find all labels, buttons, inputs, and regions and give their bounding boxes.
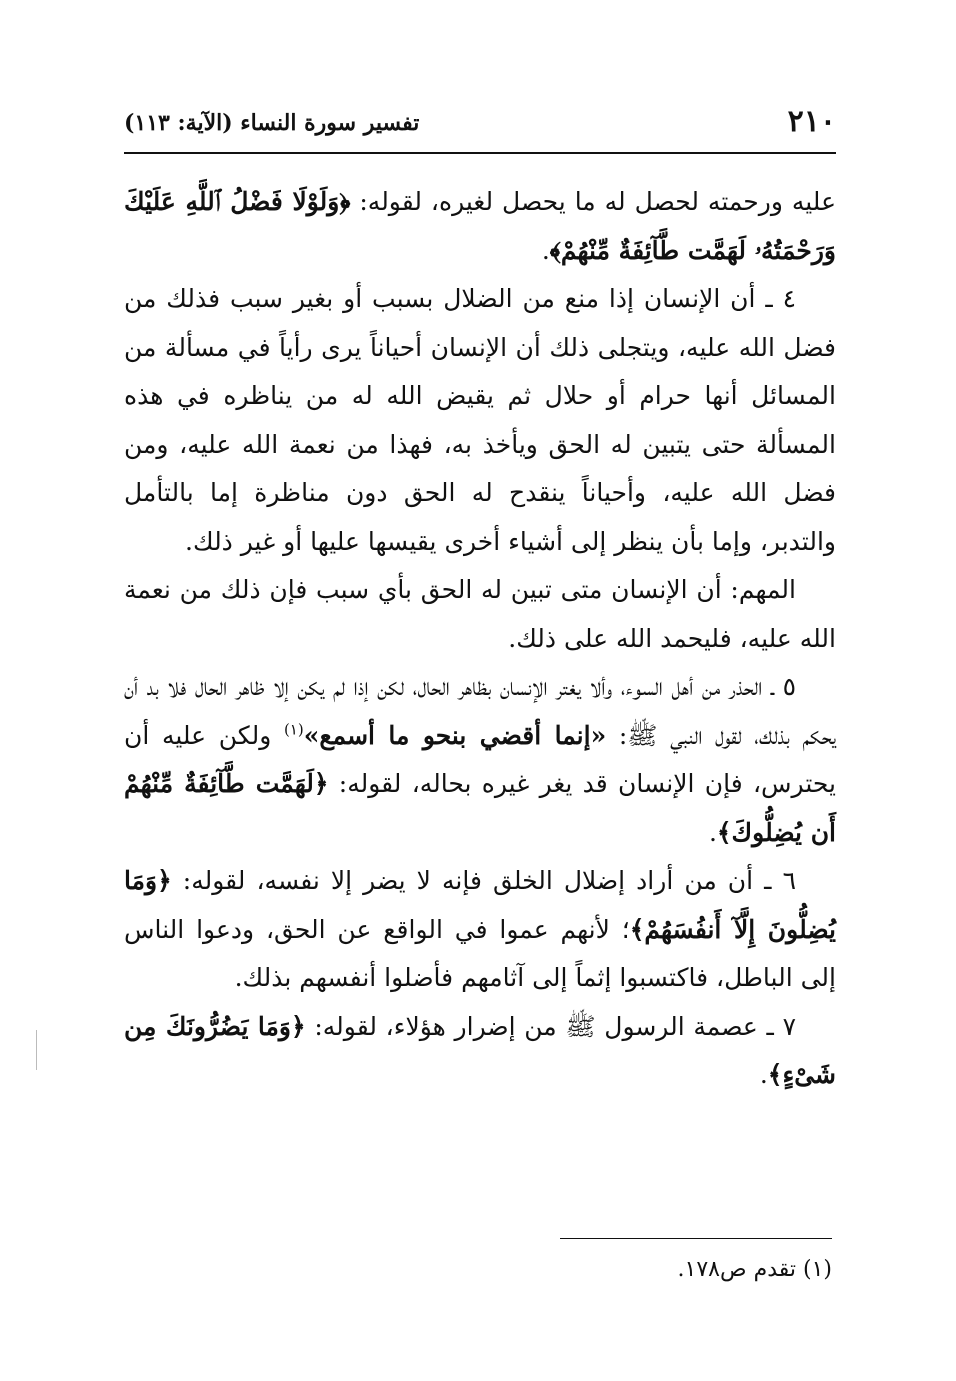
paragraph-5-text: ٦ ـ أن من أراد إضلال الخلق فإنه لا يضر إلا نفسه، لقوله: — [171, 866, 796, 895]
hadith-quote: «إنما أقضي بنحو ما أسمع» — [303, 720, 607, 750]
paragraph-1 — [124, 178, 836, 275]
paragraph-6 — [124, 1003, 836, 1100]
paragraph-3: المهم: أن الإنسان متى تبين له الحق بأي سبب فإن ذلك من نعمة الله عليه، فليحمد الله على ذلك. — [124, 575, 836, 653]
paragraph-4 — [124, 663, 836, 857]
paragraph-4-text-2: ولكن عليه أن يحترس، فإن الإنسان قد يغر غيره بحاله، لقوله: — [124, 720, 836, 798]
footnote: (١) تقدم ص١٧٨. — [677, 1257, 832, 1282]
quran-verse: ﴿وَمَا يَضُرُّونَكَ مِن شَىْءٍ﴾ — [124, 1011, 836, 1089]
paragraph-2: ٤ ـ أن الإنسان إذا منع من الضلال بسبب أو بغير سبب فذلك من فضل الله عليه، ويتجلى ذلك أن الإنسان أحياناً يرى رأياً في مسألة من المسائل أنها حرام أو حلال ثم يقيض الله له من يناظره في هذه المسألة حتى يتبين له الحق ويأخذ به، فهذا من نعمة الله عليه، ومن فضل الله عليه، وأحياناً ينقدح له الحق دون مناظرة إما بالتأمل والتدبر، وإما بأن ينظر إلى أشياء أخرى يقيسها عليها أو غير ذلك. — [124, 284, 836, 556]
footnote-reference[interactable]: (١) — [283, 720, 304, 739]
page-number: ٢١٠ — [787, 104, 836, 139]
quran-verse: ﴿لَهَمَّت طَّآئِفَةٌ مِّنْهُمْ أَن يُضِلُّوكَ﴾ — [124, 769, 836, 847]
page-header — [124, 104, 836, 148]
paragraph-6-end: . — [759, 1060, 768, 1089]
page-body — [124, 178, 836, 1100]
header-rule — [124, 152, 836, 154]
paragraph-1-end: . — [541, 235, 550, 265]
paragraph-5 — [124, 857, 836, 1003]
footnote-rule — [560, 1238, 832, 1239]
quran-verse: ﴿وَلَوْلَا فَضْلُ ٱللَّهِ عَلَيْكَ وَرَحْمَتُهُۥ لَهَمَّت طَّآئِفَةٌ مِّنْهُمْ﴾ — [124, 187, 836, 265]
paragraph-6-text: ٧ ـ عصمة الرسول ﷺ من إضرار هؤلاء، لقوله: — [305, 1011, 797, 1041]
paragraph-5-text-2: ؛ لأنهم عموا في الواقع عن الحق، ودعوا الناس إلى الباطل، فاكتسبوا إثماً إلى آثامهم فأضلوا أنفسهم بذلك. — [124, 914, 836, 992]
quran-verse: ﴿وَمَا يُضِلُّونَ إِلَّآ أَنفُسَهُمْ﴾ — [124, 866, 836, 944]
running-title: تفسير سورة النساء (الآية: ١١٣) — [124, 110, 420, 136]
paragraph-1-text: عليه ورحمته لحصل له ما يحصل لغيره، لقوله: — [350, 187, 836, 216]
scan-margin-mark — [36, 1030, 37, 1070]
paragraph-4-text: ٥ ـ الحذر من أهل السوء، وألا يغتر الإنسان بظاهر الحال، لكن إذا لم يكن إلا ظاهر الحال فلا بد أن يحكم بذلك، لقول النبي ﷺ: — [124, 672, 836, 750]
paragraph-4-end: . — [708, 817, 717, 847]
